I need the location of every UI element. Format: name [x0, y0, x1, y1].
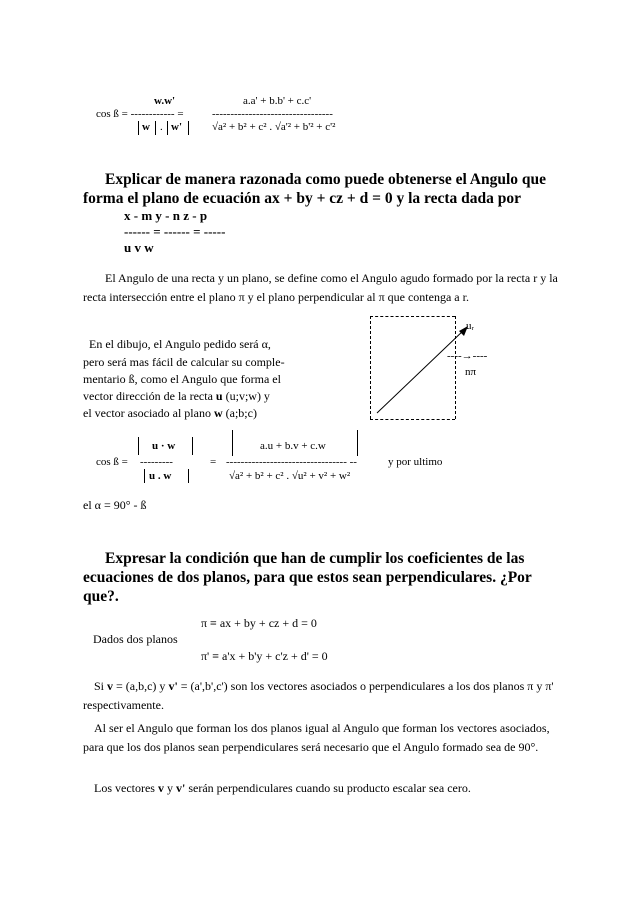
angulo-paragraph: Al ser el Angulo que forman los dos planos igual al Angulo que forman los vectores asociados, para que los dos planos sean perpendiculares será necesario que el Angulo formado sea de 90°. — [83, 721, 550, 754]
figure-label-npi: nπ — [465, 366, 477, 378]
section2-heading: Expresar la condición que han de cumplir los coeficientes de las ecuaciones de dos planos, para que estos sean perpendiculares. ¿Por que?. — [83, 550, 532, 605]
dados-label: Dados dos planos — [93, 632, 178, 646]
dibujo-line-2: pero será mas fácil de calcular su comple- — [83, 355, 285, 369]
dibujo-line-1: En el dibujo, el Angulo pedido será α, — [89, 337, 271, 351]
section1-heading: Explicar de manera razonada como puede obtenerse el Angulo que forma el plano de ecuación ax + by + cz + d = 0 y la recta dada por — [83, 171, 547, 207]
f1-numerator-left: w.w' — [154, 95, 176, 107]
f1-denom-sep: . — [160, 121, 163, 133]
section1-paragraph: El Angulo de una recta y un plano, se define como el Angulo agudo formado por la recta r y la recta intersección entre el plano π y el plano perpendicular al π que contenga a r. — [83, 271, 558, 304]
line-eq-mid: ------ = ------ = ----- — [124, 224, 226, 239]
vectores-text-3: serán perpendiculares cuando su producto escalar sea cero. — [185, 781, 471, 795]
f1-denom-w: w — [142, 121, 150, 133]
si-text-2: = (a,b,c) y — [113, 679, 169, 693]
f2-abs-bar — [188, 469, 189, 483]
vectores-paragraph — [94, 781, 471, 796]
f1-divider-right: --------------------------------- — [212, 108, 333, 120]
si-text-3: = (a',b',c') son los vectores asociados o perpendiculares a los dos planos π y π' respectivamente. — [83, 679, 554, 712]
f2-abs-bar — [144, 469, 145, 483]
alpha-line: el α = 90° - ß — [83, 498, 147, 512]
f2-numerator-right: a.u + b.v + c.w — [260, 440, 326, 452]
plane-2-equation: π' ≡ a'x + b'y + c'z + d' = 0 — [201, 649, 328, 663]
si-vp: v' — [168, 679, 178, 693]
f1-lhs: cos ß = ------------ = — [96, 108, 184, 120]
plane-1-equation: π ≡ ax + by + cz + d = 0 — [201, 616, 317, 630]
line-eq-bottom: u v w — [124, 240, 154, 255]
f2-abs-bar — [232, 430, 233, 456]
f2-numerator-left: u · w — [152, 440, 176, 452]
figure-vector-line — [377, 329, 465, 413]
figure-label-ur: uᵣ — [466, 320, 475, 332]
si-text-1: Si — [94, 679, 108, 693]
dibujo-line-4-post: (u;v;w) y — [222, 389, 270, 403]
f2-equals: = — [210, 456, 217, 468]
dibujo-line-3: mentario ß, como el Angulo que forma el — [83, 372, 281, 386]
dibujo-line-5-post: (a;b;c) — [222, 406, 257, 420]
dibujo-line-4-bold: u — [215, 389, 223, 403]
vectores-text-2: y — [163, 781, 176, 795]
vectores-text-1: Los vectores — [94, 781, 158, 795]
f2-denom-right: √a² + b² + c² . √u² + v² + w² — [229, 470, 351, 482]
si-paragraph — [83, 677, 558, 715]
vectores-v: v — [157, 781, 164, 795]
vectores-vp: v' — [175, 781, 186, 795]
dibujo-line-5-bold: w — [213, 406, 223, 420]
figure-label-arrow: ----→---- — [447, 350, 488, 362]
si-v: v — [107, 679, 114, 693]
f2-lhs: cos ß = — [96, 456, 128, 468]
f1-denom-right: √a² + b² + c² . √a'² + b'² + c'² — [212, 121, 336, 133]
line-eq-top: x - m y - n z - p — [124, 208, 208, 223]
f2-denom-left: u . w — [149, 470, 172, 482]
f2-abs-bar — [357, 430, 358, 456]
dibujo-line-4-pre: vector dirección de la recta — [83, 389, 216, 403]
f2-divider-right: --------------------------------- -- — [226, 456, 357, 468]
f1-numerator-right: a.a' + b.b' + c.c' — [243, 95, 312, 107]
f2-abs-bar — [138, 437, 139, 455]
f1-denom-wp: w' — [171, 121, 182, 133]
f2-divider-left: --------- — [140, 456, 173, 468]
f2-tail: y por ultimo — [388, 456, 443, 468]
f2-abs-bar — [192, 437, 193, 455]
dibujo-line-5-pre: el vector asociado al plano — [83, 406, 214, 420]
